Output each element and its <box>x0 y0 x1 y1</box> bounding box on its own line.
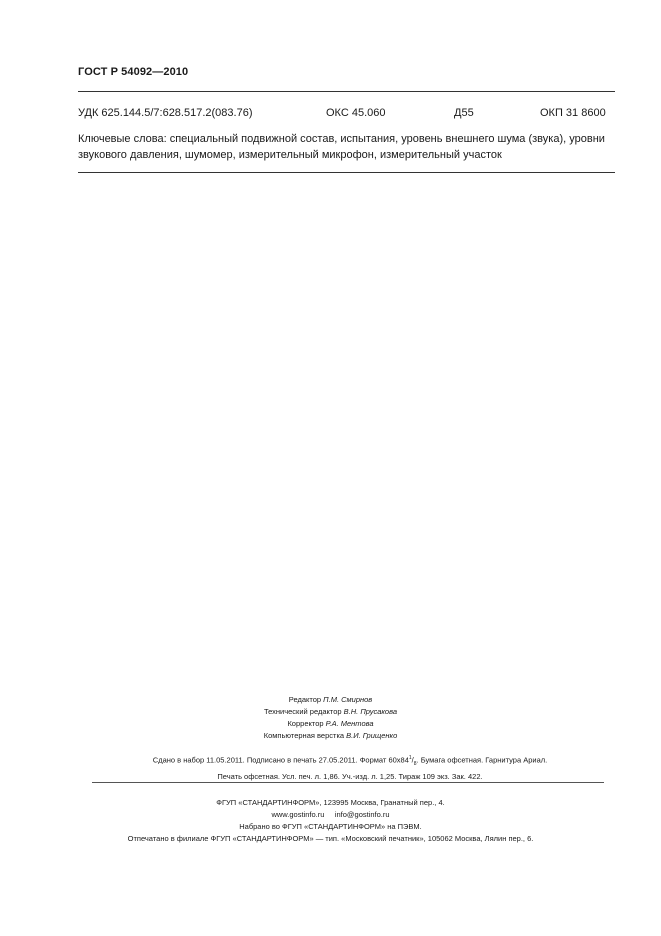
address-line-3: Набрано во ФГУП «СТАНДАРТИНФОРМ» на ПЭВМ. <box>239 822 422 831</box>
credit-role: Технический редактор <box>263 707 342 716</box>
credit-name: Р.А. Ментова <box>325 719 374 728</box>
publication-line-2: Печать офсетная. Усл. печ. л. 1,86. Уч.-изд. л. 1,25. Тираж 109 экз. Зак. 422. <box>217 771 483 781</box>
credit-role: Корректор <box>287 719 324 728</box>
credit-role: Редактор <box>288 695 322 704</box>
publication-text: . Бумага офсетная. Гарнитура Ариал. <box>416 755 548 765</box>
address-web-line <box>0 809 661 821</box>
credit-name: В.Н. Прусакова <box>343 707 398 716</box>
publisher-address <box>0 797 661 845</box>
email-link[interactable]: info@gostinfo.ru <box>334 810 390 819</box>
address-line-4: Отпечатано в филиале ФГУП «СТАНДАРТИНФОРМ» — тип. «Московский печатник», 105062 Москва, Лялин пер., 6. <box>127 834 534 843</box>
credit-name: П.М. Смирнов <box>323 695 373 704</box>
credits-block <box>0 694 661 742</box>
credit-name: В.И. Грищенко <box>346 731 398 740</box>
format-sup: 1 <box>408 755 412 761</box>
format-sub: 8 <box>413 761 417 767</box>
standard-code: ГОСТ Р 54092—2010 <box>78 66 189 78</box>
credit-corrector <box>0 718 661 730</box>
credit-editor <box>0 694 661 706</box>
okp-code: ОКП 31 8600 <box>540 107 606 119</box>
publication-text: Сдано в набор 11.05.2011. Подписано в печать 27.05.2011. Формат 60х84 <box>152 755 409 765</box>
keywords: Ключевые слова: специальный подвижной состав, испытания, уровень внешнего шума (звука), уровни звукового давления, шумомер, измерительный микрофон, измерительный участок <box>78 133 605 161</box>
credit-role: Компьютерная верстка <box>263 731 345 740</box>
publication-line-1: Сдано в набор 11.05.2011. Подписано в печать 27.05.2011. Формат $60х84^1/_8$. Бумага офсетная. Гарнитура Ариал. <box>152 755 548 767</box>
d-code: Д55 <box>454 107 474 119</box>
website-link[interactable]: www.gostinfo.ru <box>271 810 325 819</box>
header-rule <box>78 91 615 92</box>
address-line-1: ФГУП «СТАНДАРТИНФОРМ», 123995 Москва, Гранатный пер., 4. <box>216 798 445 807</box>
keywords-rule <box>78 172 615 173</box>
publication-info <box>100 752 600 783</box>
footer-rule <box>92 782 604 783</box>
credit-tech-editor <box>0 706 661 718</box>
credit-layout <box>0 730 661 742</box>
oks-code: ОКС 45.060 <box>326 107 386 119</box>
udk-code: УДК 625.144.5/7:628.517.2(083.76) <box>78 107 253 119</box>
